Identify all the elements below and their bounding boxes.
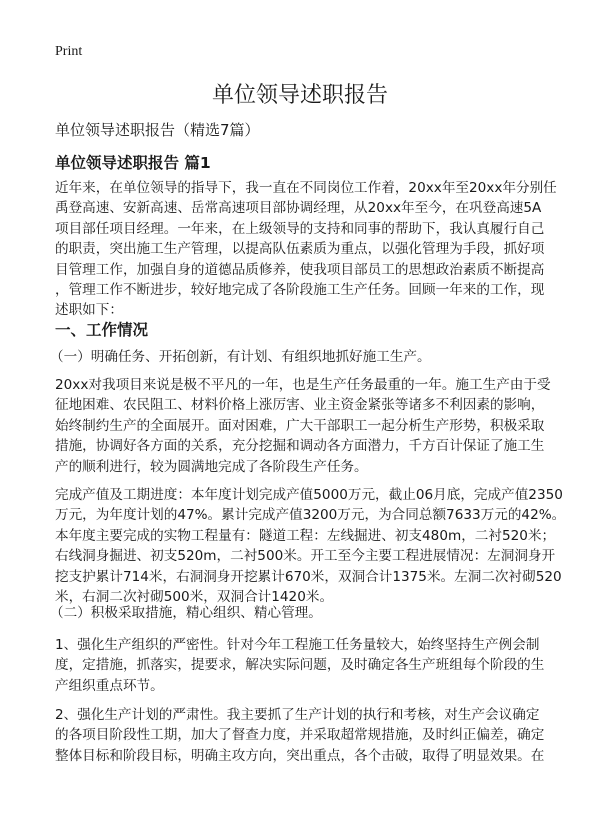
text-line: 征地困难、农民阻工、材料价格上涨厉害、业主资金紧张等诸多不利因素的影响， [55,397,545,414]
text-line: 2、强化生产计划的严肃性。我主要抓了生产计划的执行和考核，对生产会议确定 [55,707,540,723]
text-line: 挖支护累计714米，右洞洞身开挖累计670米，双洞合计1375米。左洞二次衬砌520 [55,568,562,585]
text-line: 本年度主要完成的实物工程量有：隧道工程：左线掘进、初支480m，二衬520米； [55,527,556,544]
paragraph-organization [55,635,555,696]
text-line: 禹登高速、安新高速、岳常高速项目部协调经理，从20xx年至今，在巩登高速5A [55,200,542,217]
text-line: 项目部任项目经理。一年来，在上级领导的支持和同事的帮助下，我认真履行自己 [55,220,545,237]
paragraph-progress [55,485,566,607]
text-line: 述职如下： [55,302,123,319]
text-line: 近年来，在单位领导的指导下，我一直在不同岗位工作着，20xx年至20xx年分别任 [55,180,557,196]
text-line: 始终制约生产的全面展开。面对困难，广大干部职工一起分析生产形势，积极采取 [55,417,545,434]
section-heading-work: 一、工作情况 [55,321,149,339]
paragraph-production [55,375,555,477]
text-line: 米，右洞二次衬砌500米，双洞合计1420米。 [55,589,334,606]
text-line: 的职责，突出施工生产管理，以提高队伍素质为重点，以强化管理为手段，抓好项 [55,241,545,258]
subsection-heading-1: （一）明确任务、开拓创新，有计划、有组织地抓好施工生产。 [50,349,431,365]
text-line: 1、强化生产组织的严密性。针对今年工程施工任务量较大，始终坚持生产例会制 [55,637,540,653]
subsection-heading-2: （二）积极采取措施，精心组织、精心管理。 [50,605,322,621]
text-line: 的各项目阶段性工期，加大了督查力度，并采取超常规措施，及时纠正偏差，确定 [55,727,545,744]
text-line: 产的顺利进行，较为圆满地完成了各阶段生产任务。 [55,458,368,475]
text-line: 产组织重点环节。 [55,677,164,694]
text-line: 右线洞身掘进、初支520m，二衬500米。开工至今主要工程进展情况：左洞洞身开 [55,548,556,565]
text-line: 措施，协调好各方面的关系，充分挖掘和调动各方面潜力，千方百计保证了施工生 [55,438,545,455]
text-line: 万元，为年度计划的47%。累计完成产值3200万元，为合同总额7633万元的42%。 [55,507,566,524]
paragraph-planning [55,705,555,766]
text-line: ，管理工作不断进步，较好地完成了各阶段施工生产任务。回顾一年来的工作，现 [55,282,545,299]
article-heading: 单位领导述职报告 篇1 [55,154,211,172]
text-line: 度，定措施，抓落实，提要求，解决实际问题，及时确定各生产班组每个阶段的生 [55,657,545,674]
print-link[interactable]: Print [55,44,83,59]
intro-paragraph [55,178,555,321]
text-line: 20xx对我项目来说是极不平凡的一年，也是生产任务最重的一年。施工生产由于受 [55,377,551,393]
text-line: 目管理工作，加强自身的道德品质修养，使我项目部员工的思想政治素质不断提高 [55,261,545,278]
document-subtitle: 单位领导述职报告（精选7篇） [55,121,260,139]
text-line: 整体目标和阶段目标，明确主攻方向，突出重点，各个击破，取得了明显效果。在 [55,747,545,764]
text-line: 完成产值及工期进度：本年度计划完成产值5000万元，截止06月底，完成产值2350 [55,487,563,503]
page-title: 单位领导述职报告 [211,83,388,108]
